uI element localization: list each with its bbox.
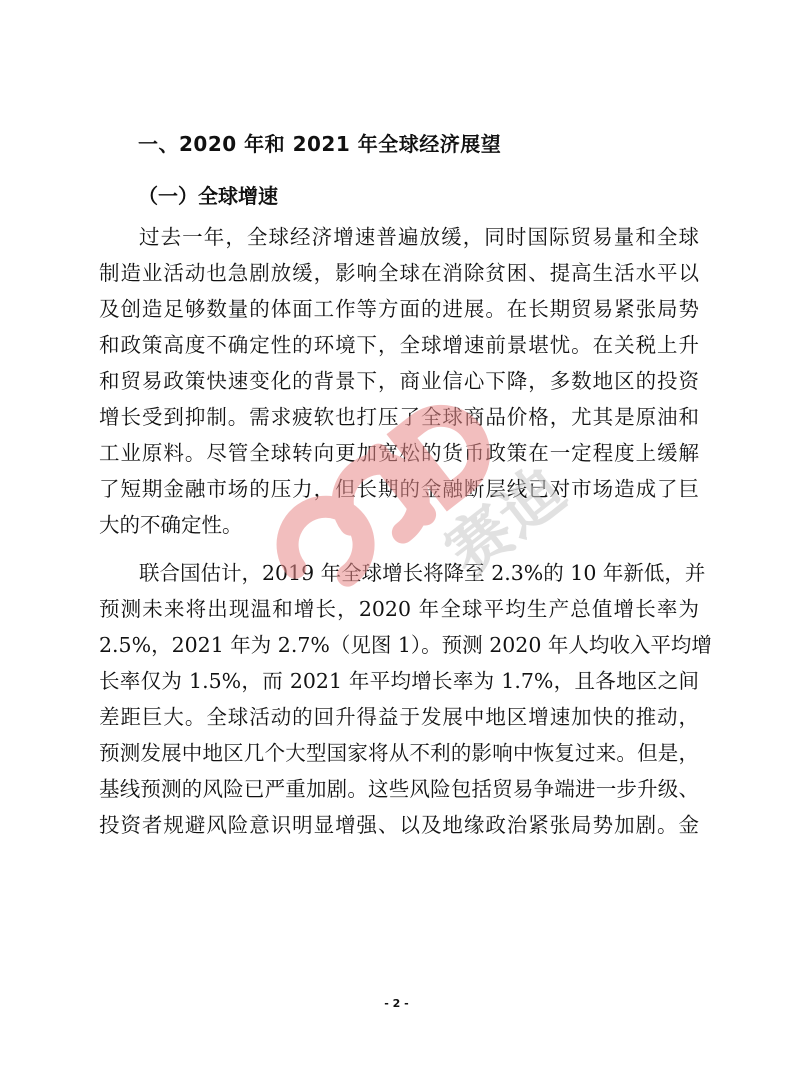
paragraph-line: 投资者规避风险意识明显增强、以及地缘政治紧张局势加剧。金 — [99, 813, 699, 837]
paragraph-line: 长率仅为 1.5%，而 2021 年平均增长率为 1.7%，且各地区之间 — [99, 669, 699, 693]
page-number: - 2 - — [384, 997, 409, 1010]
svg-text:赛迪: 赛迪 — [432, 453, 580, 591]
paragraph-line: 基线预测的风险已严重加剧。这些风险包括贸易争端进一步升级、 — [99, 777, 699, 801]
paragraph-line: 工业原料。尽管全球转向更加宽松的货币政策在一定程度上缓解 — [99, 441, 699, 465]
paragraph-line: 制造业活动也急剧放缓，影响全球在消除贫困、提高生活水平以 — [99, 261, 699, 285]
paragraph-line: 差距巨大。全球活动的回升得益于发展中地区增速加快的推动， — [99, 705, 699, 729]
paragraph-line: 预测发展中地区几个大型国家将从不利的影响中恢复过来。但是， — [99, 741, 699, 765]
paragraph-line: 2.5%，2021 年为 2.7%（见图 1）。预测 2020 年人均收入平均增 — [99, 633, 712, 657]
paragraph-line: 及创造足够数量的体面工作等方面的进展。在长期贸易紧张局势 — [99, 297, 699, 321]
paragraph-line: 和政策高度不确定性的环境下，全球增速前景堪忧。在关税上升 — [99, 333, 699, 357]
subsection-heading: （一）全球增速 — [138, 184, 278, 208]
paragraph-line: 大的不确定性。 — [99, 513, 243, 537]
paragraph-line: 和贸易政策快速变化的背景下，商业信心下降，多数地区的投资 — [99, 369, 699, 393]
paragraph-line: 了短期金融市场的压力，但长期的金融断层线已对市场造成了巨 — [99, 477, 699, 501]
section-heading: 一、2020 年和 2021 年全球经济展望 — [138, 132, 502, 156]
paragraph-line: 预测未来将出现温和增长，2020 年全球平均生产总值增长率为 — [99, 597, 699, 621]
paragraph-line: 增长受到抑制。需求疲软也打压了全球商品价格，尤其是原油和 — [99, 405, 699, 429]
paragraph-line: 联合国估计，2019 年全球增长将降至 2.3%的 10 年新低，并 — [139, 561, 706, 585]
paragraph-line: 过去一年，全球经济增速普遍放缓，同时国际贸易量和全球 — [139, 225, 699, 249]
